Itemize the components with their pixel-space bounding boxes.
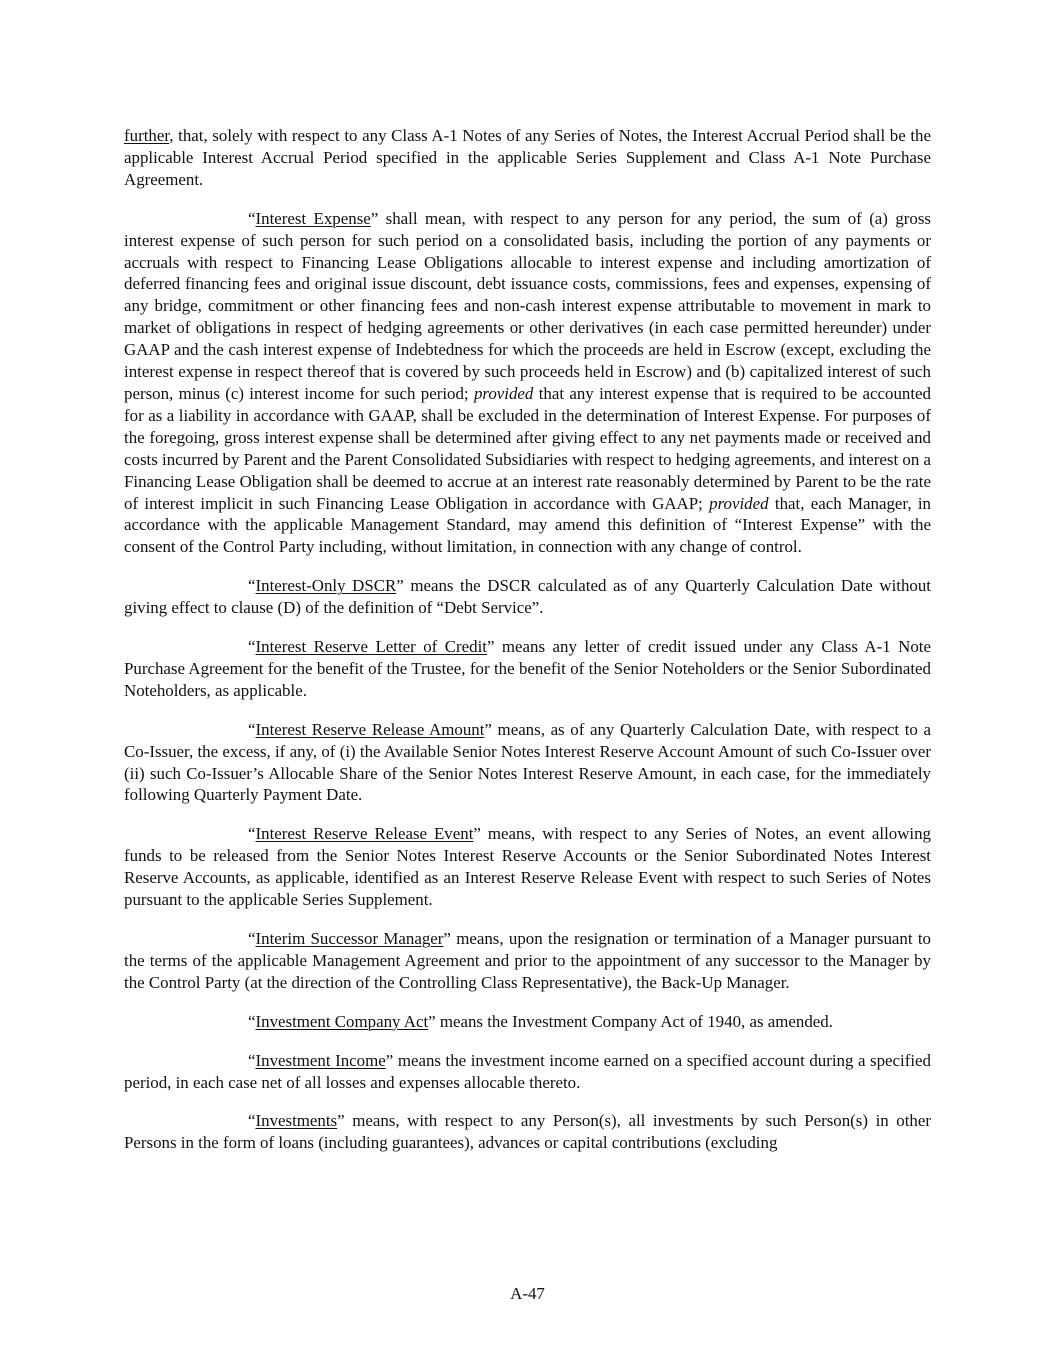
defined-term: Interest-Only DSCR (255, 576, 397, 596)
defined-term: Interest Reserve Release Amount (255, 719, 485, 739)
defined-term: Investments (255, 1111, 338, 1131)
open-quote: “ (248, 719, 256, 739)
defined-term: further (124, 126, 170, 145)
definition-interest-reserve-loc (124, 636, 931, 702)
open-quote: “ (248, 637, 256, 657)
definition-investments (124, 1110, 931, 1154)
page-number: A-47 (510, 1284, 545, 1303)
defined-term: Interest Reserve Letter of Credit (255, 637, 487, 657)
open-quote: “ (248, 1050, 256, 1070)
definition-text: ” means, upon the resignation or termination of a Manager pursuant to the terms of the applicable Management Agreement and prior to the appointment of any successor to the Manager by the Control Party (at the direction of the Controlling Class Representative), the Back-Up Manager. (124, 929, 932, 992)
definition-text: ” means any letter of credit issued under any Class A-1 Note Purchase Agreement for the benefit of the Trustee, for the benefit of the Senior Noteholders or the Senior Subordinated Noteholders, as applicable. (124, 637, 931, 700)
definition-text: ” means, with respect to any Series of Notes, an event allowing funds to be released from the Senior Notes Interest Reserve Accounts or the Senior Subordinated Notes Interest Reserve Accounts, as applicable, identified as an Interest Reserve Release Event with respect to such Series of Notes pursuant to the applicable Series Supplement. (124, 824, 931, 910)
open-quote: “ (248, 208, 256, 228)
definition-text: that any interest expense that is required to be accounted for as a liability in accordance with GAAP, shall be excluded in the determination of Interest Expense. For purposes of the foregoing, gross interest expense shall be determined after giving effect to any net payments made or received and costs incurred by Parent and the Parent Consolidated Subsidiaries with respect to hedging agreements, and interest on a Financing Lease Obligation shall be deemed to accrue at an interest rate reasonably determined by Parent to be the rate of interest implicit in such Financing Lease Obligation in accordance with GAAP; (124, 383, 931, 513)
emphasis-text: provided (709, 493, 769, 513)
paragraph-accrual-continuation (124, 125, 931, 191)
definition-text: ” means the investment income earned on a specified account during a specified period, in each case net of all losses and expenses allocable thereto. (124, 1050, 932, 1092)
defined-term: Investment Income (255, 1050, 386, 1070)
definition-text: ” means, with respect to any Person(s), all investments by such Person(s) in other Persons in the form of loans (including guarantees), advances or capital contributions (excluding (124, 1111, 931, 1153)
definition-interest-reserve-release-event (124, 823, 931, 911)
definition-text: ” shall mean, with respect to any person for any period, the sum of (a) gross interest expense of such person for such period on a consolidated basis, including the portion of any payments or accruals with respect to Financing Lease Obligations allocable to interest expense and including amortization of deferred financing fees and original issue discount, debt issuance costs, commissions, fees and expenses, expensing of any bridge, commitment or other financing fees and non-cash interest expense attributable to movement in mark to market of obligations in respect of hedging agreements or other derivatives (in each case permitted hereunder) under GAAP and the cash interest expense of Indebtedness for which the proceeds are held in Escrow (except, excluding the interest expense in respect thereof that is covered by such proceeds held in Escrow) and (b) capitalized interest of such person, minus (c) interest income for such period; (124, 208, 931, 403)
defined-term: Interest Reserve Release Event (255, 824, 474, 844)
definition-interest-reserve-release-amount (124, 719, 931, 807)
definition-text: ” means, as of any Quarterly Calculation Date, with respect to a Co-Issuer, the excess, if any, of (i) the Available Senior Notes Interest Reserve Account Amount of such Co-Issuer over (ii) such Co-Issuer’s Allocable Share of the Senior Notes Interest Reserve Amount, in each case, for the immediately following Quarterly Payment Date. (124, 719, 932, 805)
definition-investment-company-act (124, 1011, 931, 1033)
open-quote: “ (248, 1011, 256, 1031)
emphasis-text: provided (473, 383, 534, 403)
defined-term: Investment Company Act (255, 1011, 429, 1031)
open-quote: “ (248, 576, 256, 596)
definition-text: that, each Manager, in accordance with the applicable Management Standard, may amend this definition of “Interest Expense” with the consent of the Control Party including, without limitation, in connection with any change of control. (124, 493, 931, 557)
definition-interim-successor-manager (124, 928, 931, 994)
definition-interest-expense (124, 208, 931, 559)
definition-text: ” means the Investment Company Act of 1940, as amended. (428, 1011, 833, 1031)
defined-term: Interest Expense (255, 208, 371, 228)
definition-text: ” means the DSCR calculated as of any Quarterly Calculation Date without giving effect to clause (D) of the definition of “Debt Service”. (124, 576, 931, 618)
document-body (124, 125, 931, 1171)
defined-term: Interim Successor Manager (255, 929, 444, 948)
definition-investment-income (124, 1050, 931, 1094)
paragraph-text: , that, solely with respect to any Class A-1 Notes of any Series of Notes, the Interest Accrual Period shall be the applicable Interest Accrual Period specified in the applicable Series Supplement and Class A-1 Note Purchase Agreement. (124, 126, 931, 189)
open-quote: “ (248, 1111, 256, 1131)
open-quote: “ (248, 824, 256, 844)
open-quote: “ (248, 929, 256, 948)
definition-interest-only-dscr (124, 575, 931, 619)
